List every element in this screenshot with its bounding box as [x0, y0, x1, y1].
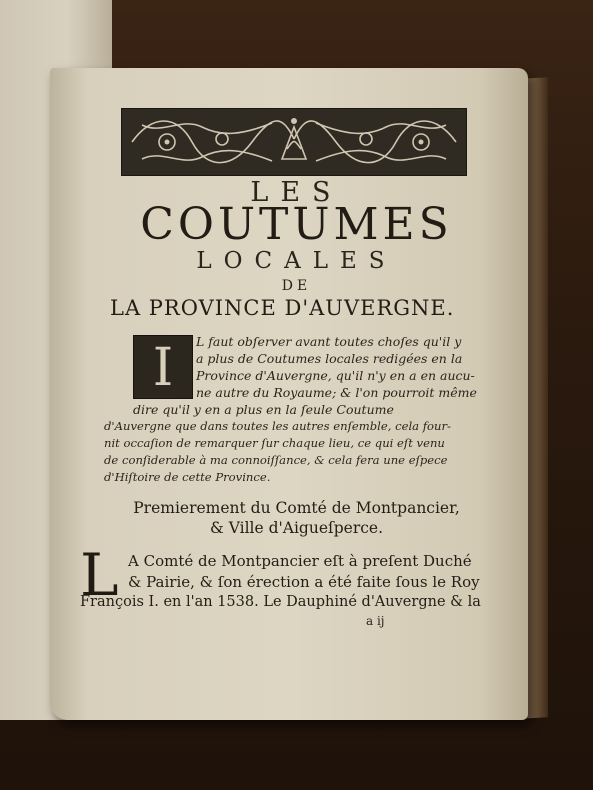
section-heading-line: Premierement du Comté de Montpancier, — [133, 499, 460, 517]
intro-line: dire qu'il y en a plus en la ſeule Coutume — [133, 402, 394, 417]
intro-line: L faut obſerver avant toutes choſes qu'il y — [196, 334, 462, 349]
intro-line: a plus de Coutumes locales redigées en la — [196, 351, 463, 366]
big-initial: L — [80, 541, 119, 609]
intro-line: ne autre du Royaume; & l'on pourroit même — [196, 385, 477, 400]
body-line: François I. en l'an 1538. Le Dauphiné d'Auvergne & la — [80, 594, 481, 610]
dropcap-letter: I — [152, 338, 174, 398]
dropcap-ornament — [133, 335, 193, 399]
title-locales: LOCALES — [196, 248, 397, 274]
body-line: A Comté de Montpancier eſt à preſent Duché — [128, 552, 472, 570]
section-heading-line: & Ville d'Aigueſperce. — [209, 519, 384, 537]
intro-line: d'Hiſtoire de cette Province. — [104, 470, 271, 484]
intro-line: Province d'Auvergne, qu'il n'y en a en aucu- — [196, 368, 475, 383]
title-les: LES — [250, 177, 343, 208]
title-province: LA PROVINCE D'AUVERGNE. — [110, 296, 455, 320]
intro-line: nit occaſion de remarquer ſur chaque lieu, ce qui eſt venu — [104, 436, 445, 450]
intro-line: d'Auvergne que dans toutes les autres enſemble, cela four- — [104, 419, 451, 433]
title-coutumes: COUTUMES — [140, 199, 453, 250]
title-de: DE — [281, 278, 312, 294]
intro-line: de conſiderable à ma connoiſſance, & cela fera une eſpece — [104, 453, 448, 467]
ornament-headpiece-icon — [121, 108, 467, 176]
body-line: & Pairie, & ſon érection a été faite ſous le Roy — [128, 573, 480, 591]
signature-mark: a ij — [366, 614, 385, 628]
